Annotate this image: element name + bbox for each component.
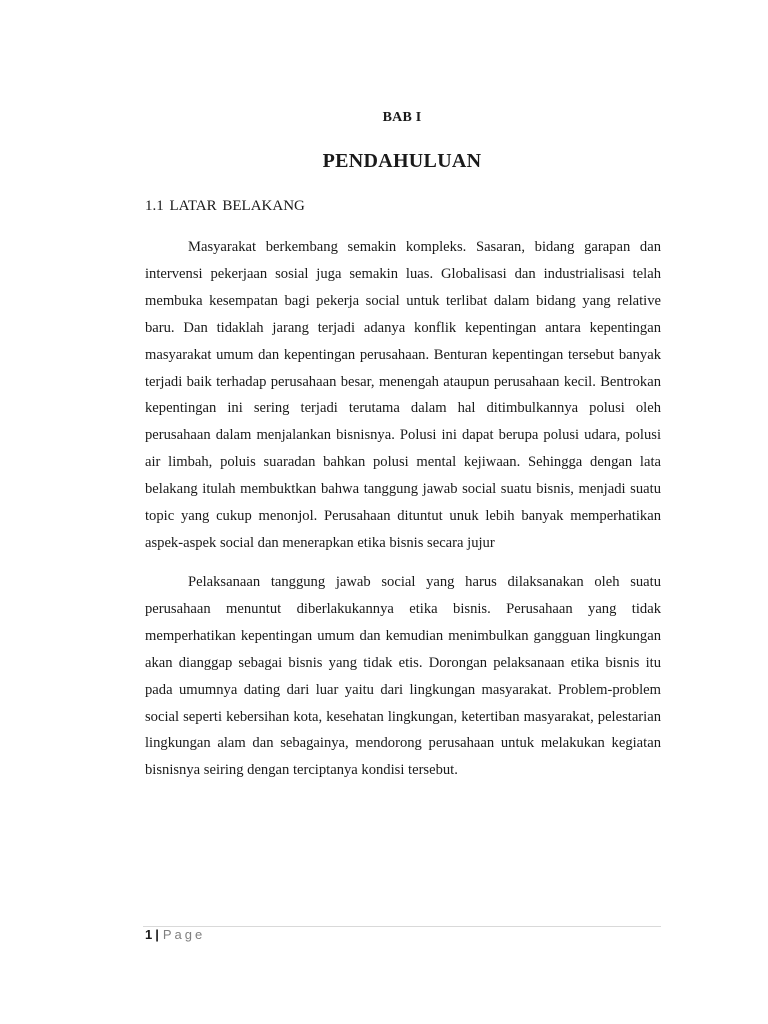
chapter-label: BAB I xyxy=(382,110,422,125)
paragraph-2: Pelaksanaan tanggung jawab social yang harus dilaksanakan oleh suatu perusahaan menuntut diberlakukannya etika bisnis. Perusahaan yang tidak memperhatikan kepentingan umum dan kemudian menimbulkan gangguan lingkungan akan dianggap sebagai bisnis yang tidak etis. Dorongan pelaksanaan etika bisnis itu pada umumnya dating dari luar yaitu dari lingkungan masyarakat. Problem-problem social seperti kebersihan kota, kesehatan lingkungan, ketertiban masyarakat, pelestarian lingkungan alam dan sebagainya, mendorong perusahaan untuk melakukan kegiatan bisnisnya seiring dengan terciptanya kondisi tersebut. xyxy=(145,574,661,779)
page-footer xyxy=(145,927,205,942)
footer-separator: | xyxy=(155,927,159,942)
paragraph-1: Masyarakat berkembang semakin kompleks. Sasaran, bidang garapan dan intervensi pekerjaan sosial juga semakin luas. Globalisasi dan industrialisasi telah membuka kesempatan bagi pekerja social untuk terlibat dalam bidang yang relative baru. Dan tidaklah jarang terjadi adanya konflik kepentingan antara kepentingan masyarakat umum dan kepentingan perusahaan. Benturan kepentingan tersebut banyak terjadi baik terhadap perusahaan besar, menengah ataupun perusahaan kecil. Bentrokan kepentingan ini sering terjadi terutama dalam hal ditimbulkannya polusi oleh perusahaan dalam menjalankan bisnisnya. Polusi ini dapat berupa polusi udara, polusi air limbah, poluis suaradan bahkan polusi mental kejiwaan. Sehingga dengan lata belakang itulah membuktkan bahwa tanggung jawab social suatu bisnis, menjadi suatu topic yang cukup menonjol. Perusahaan dituntut unuk lebih banyak memperhatikan aspek-aspek social dan menerapkan etika bisnis secara jujur xyxy=(145,239,661,551)
chapter-title: PENDAHULUAN xyxy=(322,150,482,172)
page-number: 1 xyxy=(145,927,153,942)
footer-divider xyxy=(143,926,661,927)
section-heading: 1.1 LATAR BELAKANG xyxy=(145,198,305,214)
page-word: Page xyxy=(162,927,206,942)
